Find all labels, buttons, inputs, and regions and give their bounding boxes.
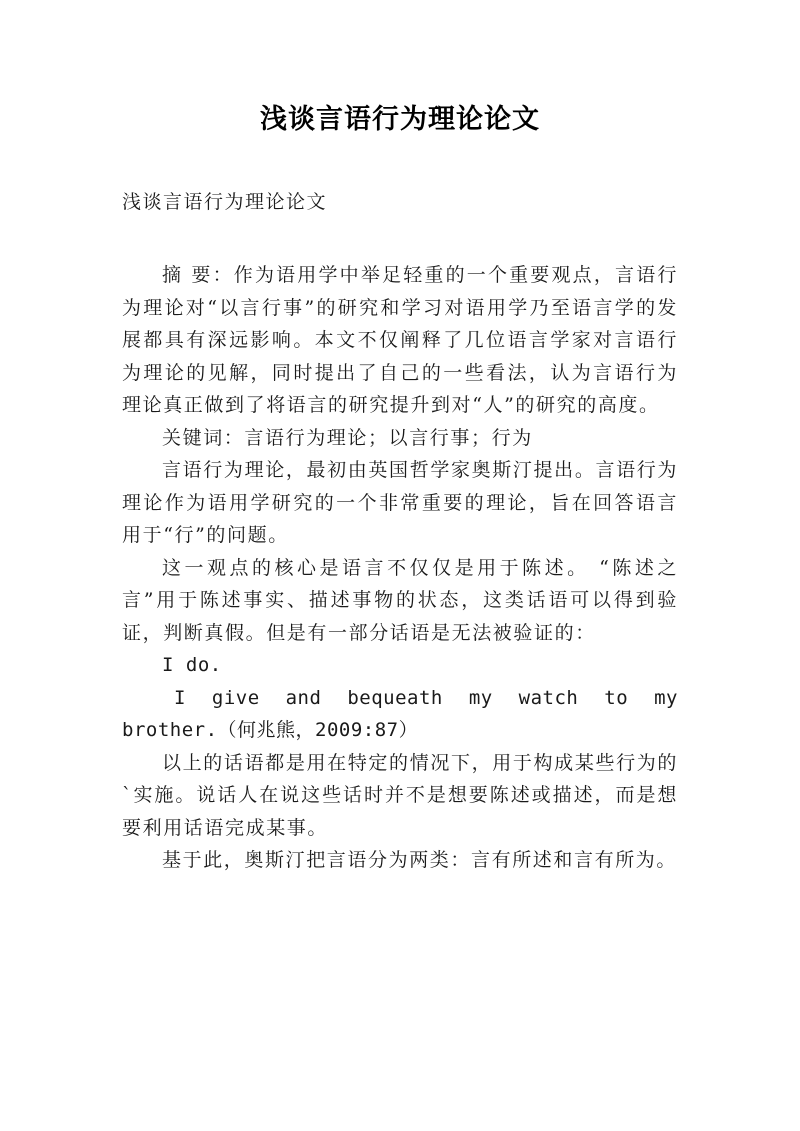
document-body: [122, 259, 678, 877]
abstract-paragraph: 摘 要：作为语用学中举足轻重的一个重要观点，言语行为理论对“以言行事”的研究和学习对语用学乃至语言学的发展都具有深远影响。本文不仅阐释了几位语言学家对言语行为理论的见解，同时提出了自己的一些看法，认为言语行为理论真正做到了将语言的研究提升到对“人”的研究的高度。: [122, 264, 678, 416]
example-sentence: I do.: [162, 654, 222, 676]
keywords-paragraph: 关键词：言语行为理论；以言行事；行为: [162, 426, 533, 449]
body-paragraph: 这一观点的核心是语言不仅仅是用于陈述。 “陈述之言”用于陈述事实、描述事物的状态，这类话语可以得到验证，判断真假。但是有一部分话语是无法被验证的：: [122, 556, 678, 644]
body-paragraph: 基于此，奥斯汀把言语分为两类：言有所述和言有所为。: [162, 849, 678, 871]
example-sentence: I give and bequeath my watch to my brother.（何兆熊，2009:87）: [122, 686, 678, 741]
document-subtitle: 浅谈言语行为理论论文: [122, 191, 328, 213]
page-title: 浅谈言语行为理论论文: [260, 104, 540, 135]
body-paragraph: 以上的话语都是用在特定的情况下，用于构成某些行为的`实施。说话人在说这些话时并不是想要陈述或描述，而是想要利用话语完成某事。: [122, 751, 678, 839]
body-paragraph: 言语行为理论，最初由英国哲学家奥斯汀提出。言语行为理论作为语用学研究的一个非常重要的理论，旨在回答语言用于“行”的问题。: [122, 459, 678, 546]
